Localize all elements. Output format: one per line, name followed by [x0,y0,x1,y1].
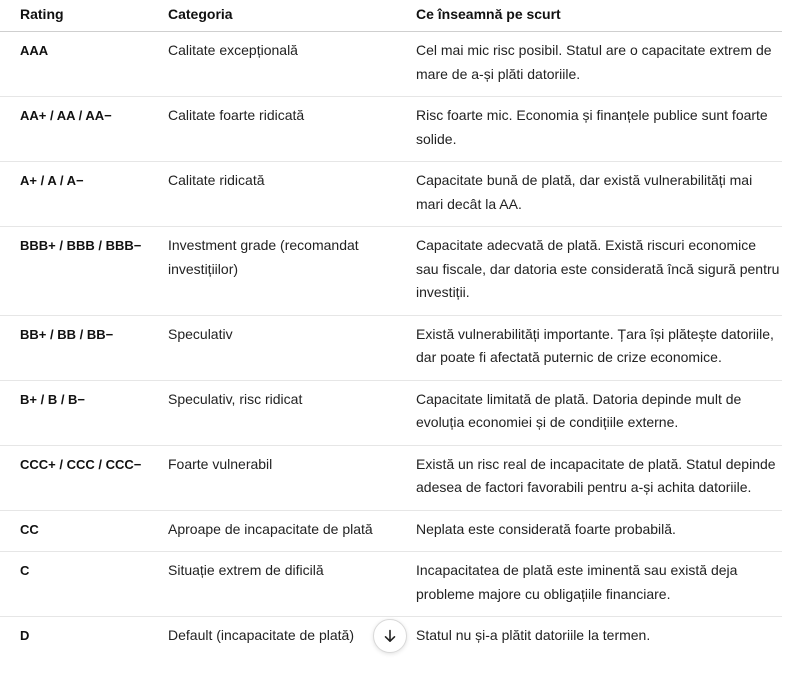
meaning-cell: Capacitate adecvată de plată. Există riscuri economice sau fiscale, dar datoria este considerată încă sigură pentru investiții. [398,227,782,316]
rating-cell: A+ / A / A− [0,162,150,227]
category-cell: Speculativ, risc ridicat [150,380,398,445]
table-row [0,510,782,552]
table-row [0,97,782,162]
category-cell: Aproape de incapacitate de plată [150,510,398,552]
category-cell: Default (incapacitate de plată) [168,627,354,643]
rating-cell: D [20,628,30,643]
meaning-cell: Există un risc real de incapacitate de plată. Statul depinde adesea de factori favorabili pentru a-și achita datoriile. [398,445,782,510]
column-header-meaning: Ce înseamnă pe scurt [398,0,782,32]
table-header-row [0,0,782,32]
table-row [0,227,782,316]
category-cell: Foarte vulnerabil [150,445,398,510]
table-row [0,445,782,510]
meaning-cell: Capacitate limitată de plată. Datoria depinde mult de evoluția economiei și de condițiile externe. [398,380,782,445]
category-cell: Investment grade (recomandat investițiilor) [150,227,398,316]
table-row [0,32,782,97]
meaning-cell: Capacitate bună de plată, dar există vulnerabilități mai mari decât la AA. [398,162,782,227]
column-header-rating: Rating [0,0,150,32]
category-cell: Calitate foarte ridicată [150,97,398,162]
category-cell: Speculativ [150,315,398,380]
meaning-cell: Risc foarte mic. Economia și finanțele publice sunt foarte solide. [398,97,782,162]
rating-cell: C [0,552,150,617]
rating-cell: CCC+ / CCC / CCC− [0,445,150,510]
meaning-cell: Neplata este considerată foarte probabilă. [398,510,782,552]
meaning-cell: Statul nu și-a plătit datoriile la termen. [416,627,651,643]
scroll-to-bottom-button[interactable] [373,619,407,653]
arrow-down-icon [382,628,398,644]
rating-cell: AAA [0,32,150,97]
rating-cell: B+ / B / B− [0,380,150,445]
table-row [0,162,782,227]
meaning-cell: Incapacitatea de plată este iminentă sau există deja probleme majore cu obligațiile financiare. [398,552,782,617]
rating-cell: BB+ / BB / BB− [0,315,150,380]
rating-cell: CC [0,510,150,552]
rating-cell: BBB+ / BBB / BBB− [0,227,150,316]
table-row [0,315,782,380]
column-header-category: Categoria [150,0,398,32]
meaning-cell: Cel mai mic risc posibil. Statul are o capacitate extrem de mare de a-și plăti datoriile. [398,32,782,97]
meaning-cell: Există vulnerabilități importante. Țara își plătește datoriile, dar poate fi afectată puternic de crize economice. [398,315,782,380]
category-cell: Calitate excepțională [150,32,398,97]
rating-cell: AA+ / AA / AA− [0,97,150,162]
category-cell: Situație extrem de dificilă [150,552,398,617]
table-row [0,380,782,445]
table-row [0,552,782,617]
category-cell: Calitate ridicată [150,162,398,227]
